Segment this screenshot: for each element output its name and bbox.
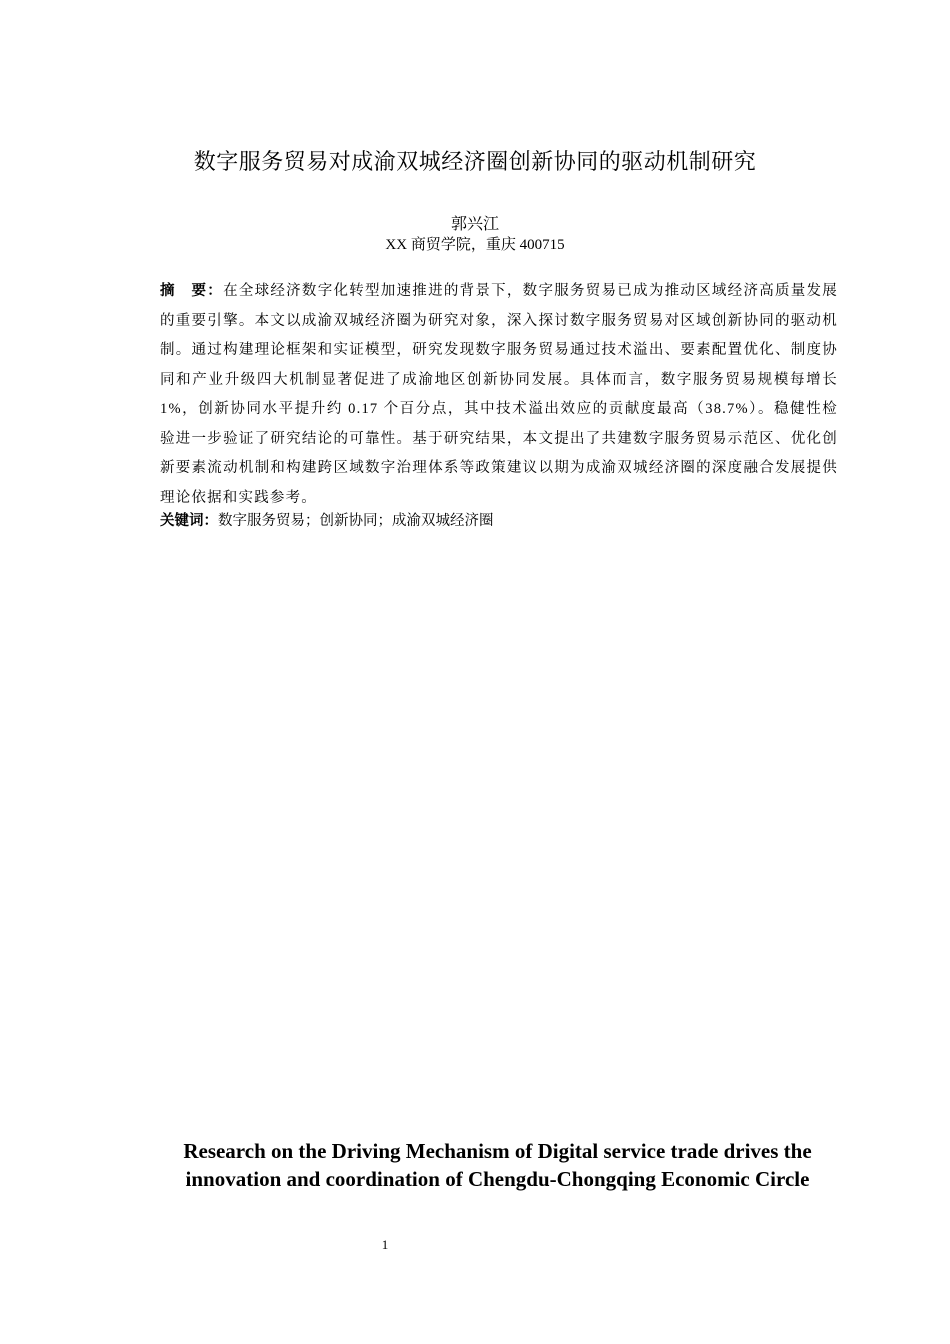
author-affiliation: XX 商贸学院，重庆 400715 [385,237,565,253]
abstract-text: 在全球经济数字化转型加速推进的背景下，数字服务贸易已成为推动区域经济高质量发展的重要引擎。本文以成渝双城经济圈为研究对象，深入探讨数字服务贸易对区域创新协同的驱动机制。通过构建理论框架和实证模型，研究发现数字服务贸易通过技术溢出、要素配置优化、制度协同和产业升级四大机制显著促进了成渝地区创新协同发展。具体而言，数字服务贸易规模每增长 1%，创新协同水平提升约 0.17 个百分点，其中技术溢出效应的贡献度最高（38.7%）。稳健性检验进一步验证了研究结论的可靠性。基于研究结果，本文提出了共建数字服务贸易示范区、优化创新要素流动机制和构建跨区域数字治理体系等政策建议以期为成渝双城经济圈的深度融合发展提供理论依据和实践参考。 [160,283,838,506]
title-english-line-2: innovation and coordination of Chengdu-Chongqing Economic Circle [185,1167,810,1191]
abstract-label: 摘 要： [160,283,224,299]
paper-title-english [120,1137,875,1193]
keywords-line [160,507,838,537]
author-name: 郭兴江 [450,216,499,233]
abstract-paragraph [160,277,838,513]
keywords-text: 数字服务贸易；创新协同；成渝双城经济圈 [218,513,494,529]
paper-title-chinese: 数字服务贸易对成渝双城经济圈创新协同的驱动机制研究 [193,150,757,175]
title-english-line-1: Research on the Driving Mechanism of Digital service trade drives the [183,1139,812,1163]
keywords-label: 关键词： [160,513,218,529]
page-number: 1 [381,1237,389,1252]
